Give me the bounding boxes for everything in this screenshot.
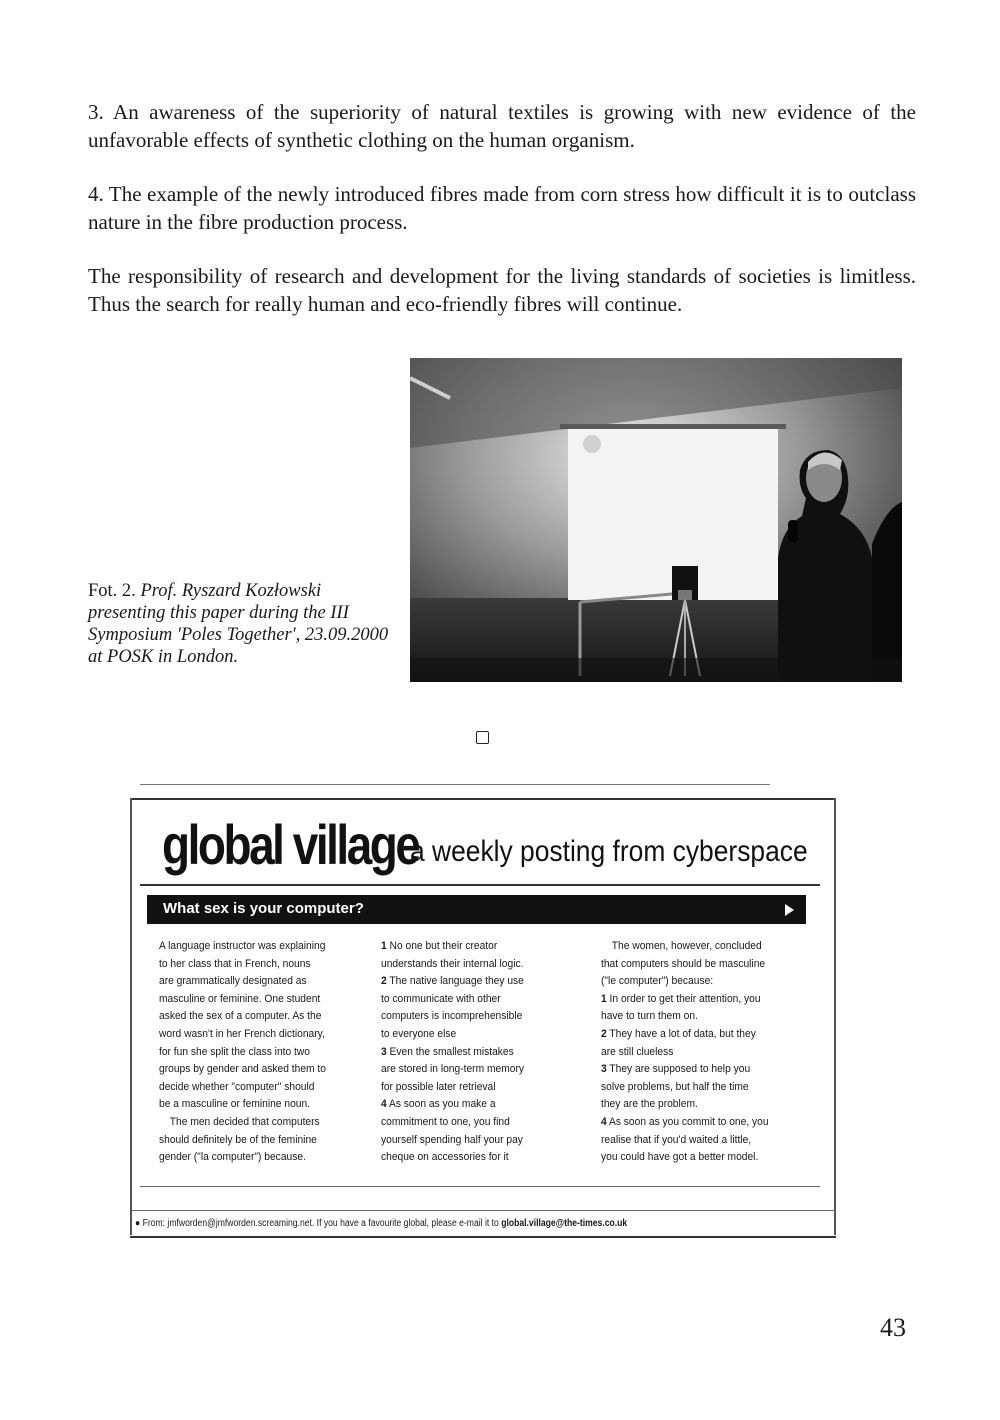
footer-email: global.village@the-times.co.uk <box>501 1218 628 1229</box>
col1-line: be a masculine or feminine noun. <box>159 1098 311 1111</box>
col3-line: they are the problem. <box>601 1098 698 1111</box>
col3-line: The women, however, concluded <box>611 940 762 952</box>
col1-line: for fun she split the class into two <box>159 1045 311 1058</box>
banner-headline: What sex is your computer? <box>163 900 364 917</box>
presentation-photo <box>410 358 902 682</box>
col2-line: to everyone else <box>381 1027 457 1040</box>
caption-text: Prof. Ryszard Kozłowski presenting this paper during the III Symposium 'Poles Together', 23.09.2000 at POSK in London. <box>88 581 389 667</box>
paragraph-point-4: 4. The example of the newly introduced fibres made from corn stress how difficult it is to outclass nature in the fibre production process. <box>88 182 916 234</box>
paragraph-conclusion: The responsibility of research and development for the living standards of societies is limitless. Thus the search for really human and eco-friendly fibres will continue. <box>88 264 916 316</box>
global-village-clipping <box>130 806 836 1243</box>
col2-line: commitment to one, you find <box>381 1115 510 1128</box>
col1-line: should definitely be of the feminine <box>159 1133 317 1146</box>
footer-text: ● From: jmfworden@jmfworden.screaming.net. If you have a favourite global, please e-mail it to <box>135 1218 502 1229</box>
col2-line: to communicate with other <box>381 992 501 1005</box>
col3-line: ("le computer") because: <box>601 975 714 988</box>
col3-line: that computers should be masculine <box>601 957 766 970</box>
col2-line: for possible later retrieval <box>381 1080 496 1093</box>
clipping-subtitle: a weekly posting from cyberspace <box>410 835 808 868</box>
col3-line: realise that if you'd waited a little, <box>601 1133 752 1146</box>
col2-line: 3 Even the smallest mistakes <box>381 1045 514 1058</box>
col1-line: word wasn't in her French dictionary, <box>159 1027 325 1040</box>
photo-caption <box>88 580 390 668</box>
clipping-banner <box>147 895 806 924</box>
col1-line: The men decided that computers <box>169 1115 320 1128</box>
col3-line: have to turn them on. <box>601 1010 698 1023</box>
play-arrow-icon <box>785 904 794 916</box>
end-of-article-symbol <box>476 731 489 744</box>
col2-line: computers is incomprehensible <box>381 1010 523 1023</box>
col3-line: solve problems, but half the time <box>601 1080 749 1093</box>
col2-line: understands their internal logic. <box>381 957 524 970</box>
col2-line: yourself spending half your pay <box>381 1133 523 1146</box>
col3-line: 3 They are supposed to help you <box>601 1063 751 1076</box>
col3-line: 1 In order to get their attention, you <box>601 992 761 1005</box>
col2-line: 2 The native language they use <box>381 975 524 988</box>
paragraph-point-3: 3. An awareness of the superiority of natural textiles is growing with new evidence of the unfavorable effects of synthetic clothing on the human organism. <box>88 100 916 152</box>
col2-line: are stored in long-term memory <box>381 1063 525 1076</box>
col1-line: A language instructor was explaining <box>159 940 326 952</box>
col1-line: are grammatically designated as <box>159 975 307 988</box>
col3-line: 2 They have a lot of data, but they <box>601 1027 756 1040</box>
clipping-column-3 <box>601 938 787 1167</box>
col1-line: gender ("la computer") because. <box>159 1151 306 1164</box>
col2-line: 4 As soon as you make a <box>381 1098 496 1111</box>
col3-line: you could have got a better model. <box>601 1151 759 1164</box>
page-number: 43 <box>880 1313 906 1342</box>
col1-line: asked the sex of a computer. As the <box>159 1010 322 1023</box>
col2-line: cheque on accessories for it <box>381 1151 509 1164</box>
col1-line: decide whether "computer" should <box>159 1080 315 1093</box>
col2-line: 1 No one but their creator <box>381 940 498 952</box>
col1-line: to her class that in French, nouns <box>159 957 311 970</box>
col1-line: groups by gender and asked them to <box>159 1063 326 1076</box>
clipping-title: global village <box>162 813 419 876</box>
clipping-footer <box>135 1217 627 1231</box>
clipping-column-1 <box>159 938 345 1167</box>
col3-line: are still clueless <box>601 1045 674 1058</box>
clipping-column-2 <box>381 938 540 1167</box>
caption-label: Fot. 2. <box>88 581 136 601</box>
col3-line: 4 As soon as you commit to one, you <box>601 1115 769 1128</box>
col1-line: masculine or feminine. One student <box>159 992 321 1005</box>
